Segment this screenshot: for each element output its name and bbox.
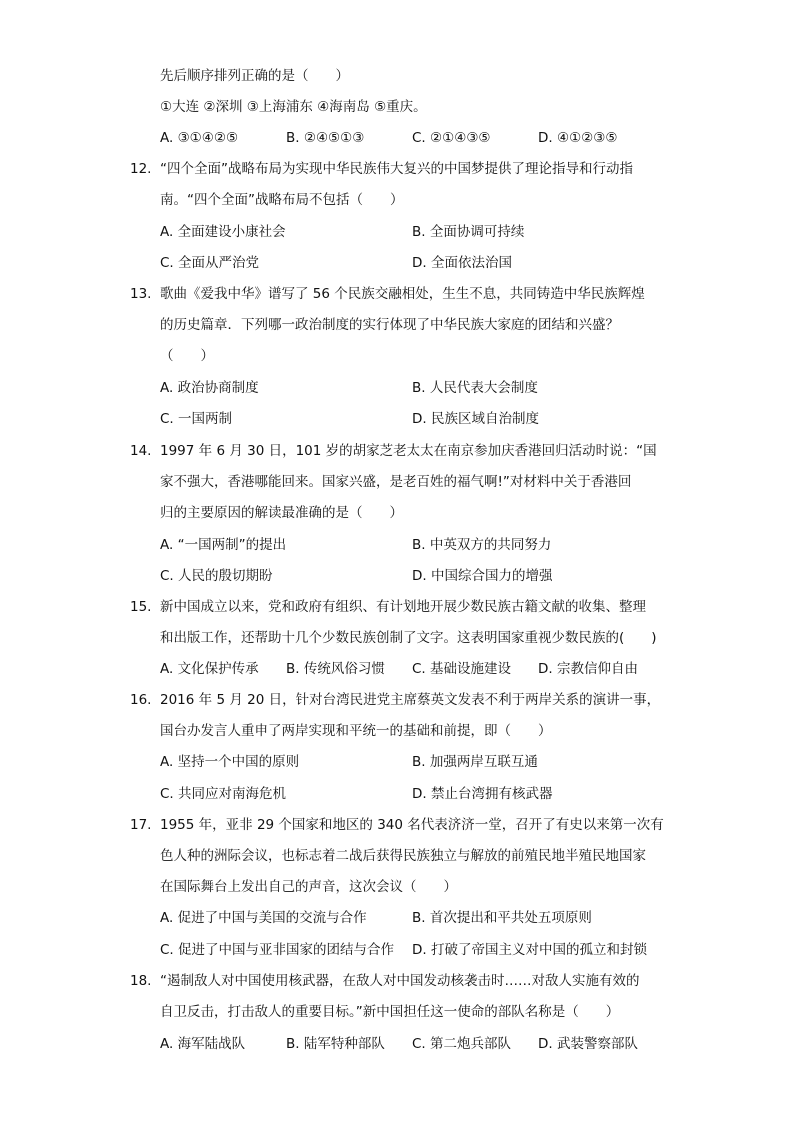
q16-option-d[interactable]: D. 禁止台湾拥有核武器 [412, 786, 553, 802]
q11-option-b[interactable]: B. ②④⑤①③ [286, 130, 365, 146]
q15-stem-line2: 和出版工作，还帮助十几个少数民族创制了文字。这表明国家重视少数民族的( ) [160, 630, 657, 646]
q18-option-d[interactable]: D. 武装警察部队 [538, 1036, 638, 1052]
q13-option-a[interactable]: A. 政治协商制度 [160, 380, 259, 396]
q12-stem-line1: “四个全面”战略布局为实现中华民族伟大复兴的中国梦提供了理论指导和行动指 [160, 161, 633, 177]
q11-option-c[interactable]: C. ②①④③⑤ [412, 130, 491, 146]
q12-option-a[interactable]: A. 全面建设小康社会 [160, 224, 286, 240]
q17-stem-line1: 1955 年，亚非 29 个国家和地区的 340 名代表济济一堂，召开了有史以来第一次有 [160, 817, 664, 833]
q15-stem-line1: 新中国成立以来，党和政府有组织、有计划地开展少数民族古籍文献的收集、整理 [160, 599, 646, 615]
q14-stem-line1: 1997 年 6 月 30 日，101 岁的胡家芝老太太在南京参加庆香港回归活动时说：“国 [160, 443, 657, 459]
q16-option-c[interactable]: C. 共同应对南海危机 [160, 786, 287, 802]
q13-stem-line2: 的历史篇章．下列哪一政治制度的实行体现了中华民族大家庭的团结和兴盛？ [160, 317, 619, 333]
q18-option-c[interactable]: C. 第二炮兵部队 [412, 1036, 512, 1052]
q17-option-c[interactable]: C. 促进了中国与亚非国家的团结与合作 [160, 942, 395, 958]
q18-stem-line1: “遏制敌人对中国使用核武器，在敌人对中国发动核袭击时……对敌人实施有效的 [160, 973, 640, 989]
q11-stem-continuation: 先后顺序排列正确的是（ ） [160, 68, 349, 84]
q12-option-b[interactable]: B. 全面协调可持续 [412, 224, 525, 240]
q18-option-a[interactable]: A. 海军陆战队 [160, 1036, 246, 1052]
q14-option-d[interactable]: D. 中国综合国力的增强 [412, 568, 553, 584]
q15-option-c[interactable]: C. 基础设施建设 [412, 661, 512, 677]
q17-stem-line2: 色人种的洲际会议，也标志着二战后获得民族独立与解放的前殖民地半殖民地国家 [160, 848, 646, 864]
q14-number: 14. [130, 443, 152, 459]
q11-items: ①大连 ②深圳 ③上海浦东 ④海南岛 ⑤重庆。 [160, 99, 427, 115]
q14-option-c[interactable]: C. 人民的殷切期盼 [160, 568, 273, 584]
q17-stem-line3: 在国际舞台上发出自己的声音，这次会议（ ） [160, 879, 457, 895]
q17-option-d[interactable]: D. 打破了帝国主义对中国的孤立和封锁 [412, 942, 647, 958]
q13-option-d[interactable]: D. 民族区域自治制度 [412, 411, 539, 427]
q13-number: 13. [130, 286, 152, 302]
q18-stem-line2: 自卫反击，打击敌人的重要目标。”新中国担任这一使命的部队名称是（ ） [160, 1004, 620, 1020]
q12-number: 12. [130, 161, 152, 177]
q14-stem-line3: 归的主要原因的解读最准确的是（ ） [160, 505, 403, 521]
q13-option-c[interactable]: C. 一国两制 [160, 411, 233, 427]
q11-option-a[interactable]: A. ③①④②⑤ [160, 130, 239, 146]
q16-number: 16. [130, 692, 152, 708]
q16-option-a[interactable]: A. 坚持一个中国的原则 [160, 754, 300, 770]
q15-number: 15. [130, 599, 152, 615]
q12-option-c[interactable]: C. 全面从严治党 [160, 255, 260, 271]
q18-number: 18. [130, 973, 152, 989]
q13-stem-line1: 歌曲《爱我中华》谱写了 56 个民族交融相处，生生不息，共同铸造中华民族辉煌 [160, 286, 645, 302]
q13-option-b[interactable]: B. 人民代表大会制度 [412, 380, 538, 396]
q14-stem-line2: 家不强大，香港哪能回来。国家兴盛，是老百姓的福气啊!”对材料中关于香港回 [160, 474, 632, 490]
q14-option-b[interactable]: B. 中英双方的共同努力 [412, 537, 552, 553]
q13-stem-line3: （ ） [160, 348, 214, 364]
q16-stem-line2: 国台办发言人重申了两岸实现和平统一的基础和前提，即（ ） [160, 723, 552, 739]
q11-option-d[interactable]: D. ④①②③⑤ [538, 130, 618, 146]
q17-option-b[interactable]: B. 首次提出和平共处五项原则 [412, 910, 592, 926]
q17-option-a[interactable]: A. 促进了中国与美国的交流与合作 [160, 910, 367, 926]
q16-option-b[interactable]: B. 加强两岸互联互通 [412, 754, 538, 770]
q12-stem-line2: 南。“四个全面”战略布局不包括（ ） [160, 192, 404, 208]
q15-option-d[interactable]: D. 宗教信仰自由 [538, 661, 638, 677]
q15-option-a[interactable]: A. 文化保护传承 [160, 661, 259, 677]
q12-option-d[interactable]: D. 全面依法治国 [412, 255, 512, 271]
q17-number: 17. [130, 817, 152, 833]
q18-option-b[interactable]: B. 陆军特种部队 [286, 1036, 385, 1052]
q16-stem-line1: 2016 年 5 月 20 日，针对台湾民进党主席蔡英文发表不利于两岸关系的演讲一事， [160, 692, 661, 708]
q15-option-b[interactable]: B. 传统风俗习惯 [286, 661, 385, 677]
q14-option-a[interactable]: A. “一国两制”的提出 [160, 537, 287, 553]
